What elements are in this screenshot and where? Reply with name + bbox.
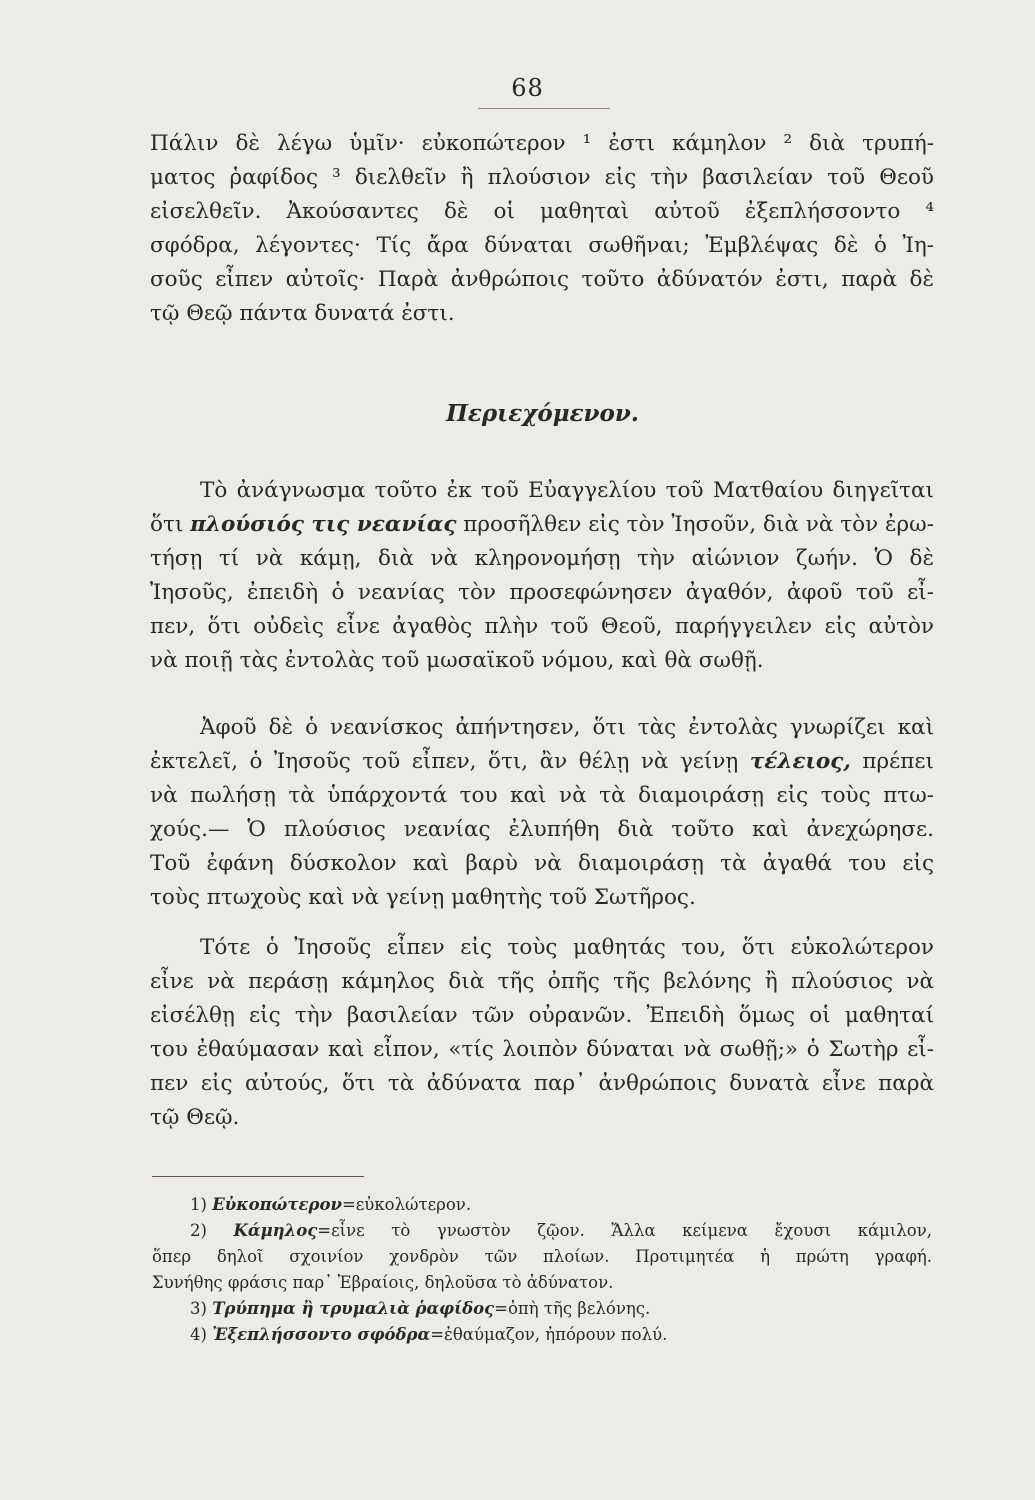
summary-line: νὰ ποιῇ τὰς ἐντολὰς τοῦ μωσαϊκοῦ νόμου, καὶ θὰ σωθῇ.: [150, 648, 764, 673]
summary-paragraph-1: [150, 474, 934, 678]
summary-line: Ἀφοῦ δὲ ὁ νεανίσκος ἀπήντησεν, ὅτι τὰς ἐντολὰς γνωρίζει καὶ: [200, 715, 934, 740]
section-heading: [0, 400, 1035, 427]
summary-line: Ἰησοῦς, ἐπειδὴ ὁ νεανίας τὸν προσεφώνησεν ἀγαθόν, ἀφοῦ τοῦ εἶ-: [150, 580, 934, 605]
footnote-3: [152, 1296, 932, 1322]
emphasized-text: πλούσιός τις νεανίας: [190, 512, 457, 537]
summary-line: τῷ Θεῷ.: [150, 1105, 240, 1130]
passage-line: ματος ῥαφίδος ³ διελθεῖν ἢ πλούσιον εἰς τὴν βασιλείαν τοῦ Θεοῦ: [150, 165, 934, 190]
footnote-number: 3): [190, 1299, 207, 1318]
passage-line: Πάλιν δὲ λέγω ὑμῖν· εὐκοπώτερον ¹ ἐστι κάμηλον ² διὰ τρυπή-: [150, 131, 934, 156]
summary-line: Τότε ὁ Ἰησοῦς εἶπεν εἰς τοὺς μαθητάς του, ὅτι εὐκολώτερον: [200, 935, 934, 960]
footnote-1: [152, 1192, 932, 1218]
summary-paragraph-3: [150, 931, 934, 1135]
summary-line: Τὸ ἀνάγνωσμα τοῦτο ἐκ τοῦ Εὐαγγελίου τοῦ Ματθαίου διηγεῖται: [200, 478, 934, 503]
passage-line: σφόδρα, λέγοντες· Τίς ἄρα δύναται σωθῆναι; Ἐμβλέψας δὲ ὁ Ἰη-: [150, 233, 934, 258]
passage-line: εἰσελθεῖν. Ἀκούσαντες δὲ οἱ μαθηταὶ αὐτοῦ ἐξεπλήσσοντο ⁴: [150, 199, 934, 224]
summary-line: [150, 745, 934, 779]
summary-text: προσῆλθεν εἰς τὸν Ἰησοῦν, διὰ νὰ τὸν ἐρω-: [463, 512, 934, 537]
footnote-number: 4): [190, 1325, 207, 1344]
footnotes: [152, 1192, 932, 1348]
summary-line: τοὺς πτωχοὺς καὶ νὰ γείνῃ μαθητὴς τοῦ Σωτῆρος.: [150, 885, 696, 910]
footnote-4: [152, 1322, 932, 1348]
footnote-2-continuation: ὅπερ δηλοῖ σχοινίον χονδρὸν τῶν πλοίων. Προτιμητέα ἡ πρώτη γραφή.: [152, 1247, 932, 1266]
passage-line: σοῦς εἶπεν αὐτοῖς· Παρὰ ἀνθρώποις τοῦτο ἀδύνατόν ἐστι, παρὰ δὲ: [150, 267, 934, 292]
summary-line: πεν, ὅτι οὐδεὶς εἶνε ἀγαθὸς πλὴν τοῦ Θεοῦ, παρήγγειλεν εἰς αὐτὸν: [150, 614, 934, 639]
header-rule: [478, 108, 610, 109]
footnote-text: =εὐκολώτερον.: [341, 1195, 472, 1214]
footnote-2: [152, 1218, 932, 1244]
scripture-passage: [150, 127, 934, 331]
emphasized-text: τέλειος,: [749, 749, 851, 774]
footnote-number: 1): [190, 1195, 207, 1214]
summary-line: νὰ πωλήσῃ τὰ ὑπάρχοντά του καὶ νὰ τὰ διαμοιράσῃ εἰς τοὺς πτω-: [150, 783, 934, 808]
page-number: [0, 74, 1035, 102]
summary-line: Τοῦ ἐφάνη δύσκολον καὶ βαρὺ νὰ διαμοιράσῃ τὰ ἀγαθά του εἰς: [150, 851, 934, 876]
footnote-number: 2): [190, 1221, 207, 1240]
page-number-text: 68: [511, 74, 544, 102]
footnote-term: Κάμηλος: [233, 1221, 318, 1240]
footnote-text: =εἶνε τὸ γνωστὸν ζῷον. Ἄλλα κείμενα ἔχουσι κάμιλον,: [317, 1221, 932, 1240]
summary-line: τήσῃ τί νὰ κάμῃ, διὰ νὰ κληρονομήσῃ τὴν αἰώνιον ζωήν. Ὁ δὲ: [150, 546, 934, 571]
footnote-rule: [152, 1176, 364, 1177]
summary-line: του ἐθαύμασαν καὶ εἶπον, «τίς λοιπὸν δύναται νὰ σωθῇ;» ὁ Σωτὴρ εἶ-: [150, 1037, 934, 1062]
summary-text: ἐκτελεῖ, ὁ Ἰησοῦς τοῦ εἶπεν, ὅτι, ἂν θέλῃ νὰ γείνῃ: [150, 749, 739, 774]
footnote-2-continuation: Συνήθης φράσις παρ᾽ Ἑβραίοις, δηλοῦσα τὸ ἀδύνατον.: [152, 1273, 614, 1292]
footnote-term: Τρύπημα ἢ τρυμαλιὰ ῥαφίδος: [212, 1299, 495, 1318]
footnote-term: Ἐξεπλήσσοντο σφόδρα: [212, 1325, 431, 1344]
summary-text: ὅτι: [150, 512, 184, 537]
footnote-term: Εὐκοπώτερον: [212, 1195, 342, 1214]
summary-line: [150, 508, 934, 542]
summary-line: εἶνε νὰ περάσῃ κάμηλος διὰ τῆς ὀπῆς τῆς βελόνης ἢ πλούσιος νὰ: [150, 969, 934, 994]
passage-line: τῷ Θεῷ πάντα δυνατά ἐστι.: [150, 301, 455, 326]
section-heading-text: Περιεχόμενον.: [446, 400, 639, 427]
footnote-text: =ἐθαύμαζον, ἠπόρουν πολύ.: [430, 1325, 668, 1344]
summary-line: χούς.— Ὁ πλούσιος νεανίας ἐλυπήθη διὰ τοῦτο καὶ ἀνεχώρησε.: [150, 817, 934, 842]
footnote-text: =ὀπὴ τῆς βελόνης.: [494, 1299, 651, 1318]
summary-text: πρέπει: [862, 749, 934, 774]
summary-paragraph-2: [150, 711, 934, 915]
summary-line: πεν εἰς αὐτούς, ὅτι τὰ ἀδύνατα παρ᾽ ἀνθρώποις δυνατὰ εἶνε παρὰ: [150, 1071, 934, 1096]
summary-line: εἰσέλθῃ εἰς τὴν βασιλείαν τῶν οὐρανῶν. Ἐπειδὴ ὅμως οἱ μαθηταί: [150, 1003, 934, 1028]
